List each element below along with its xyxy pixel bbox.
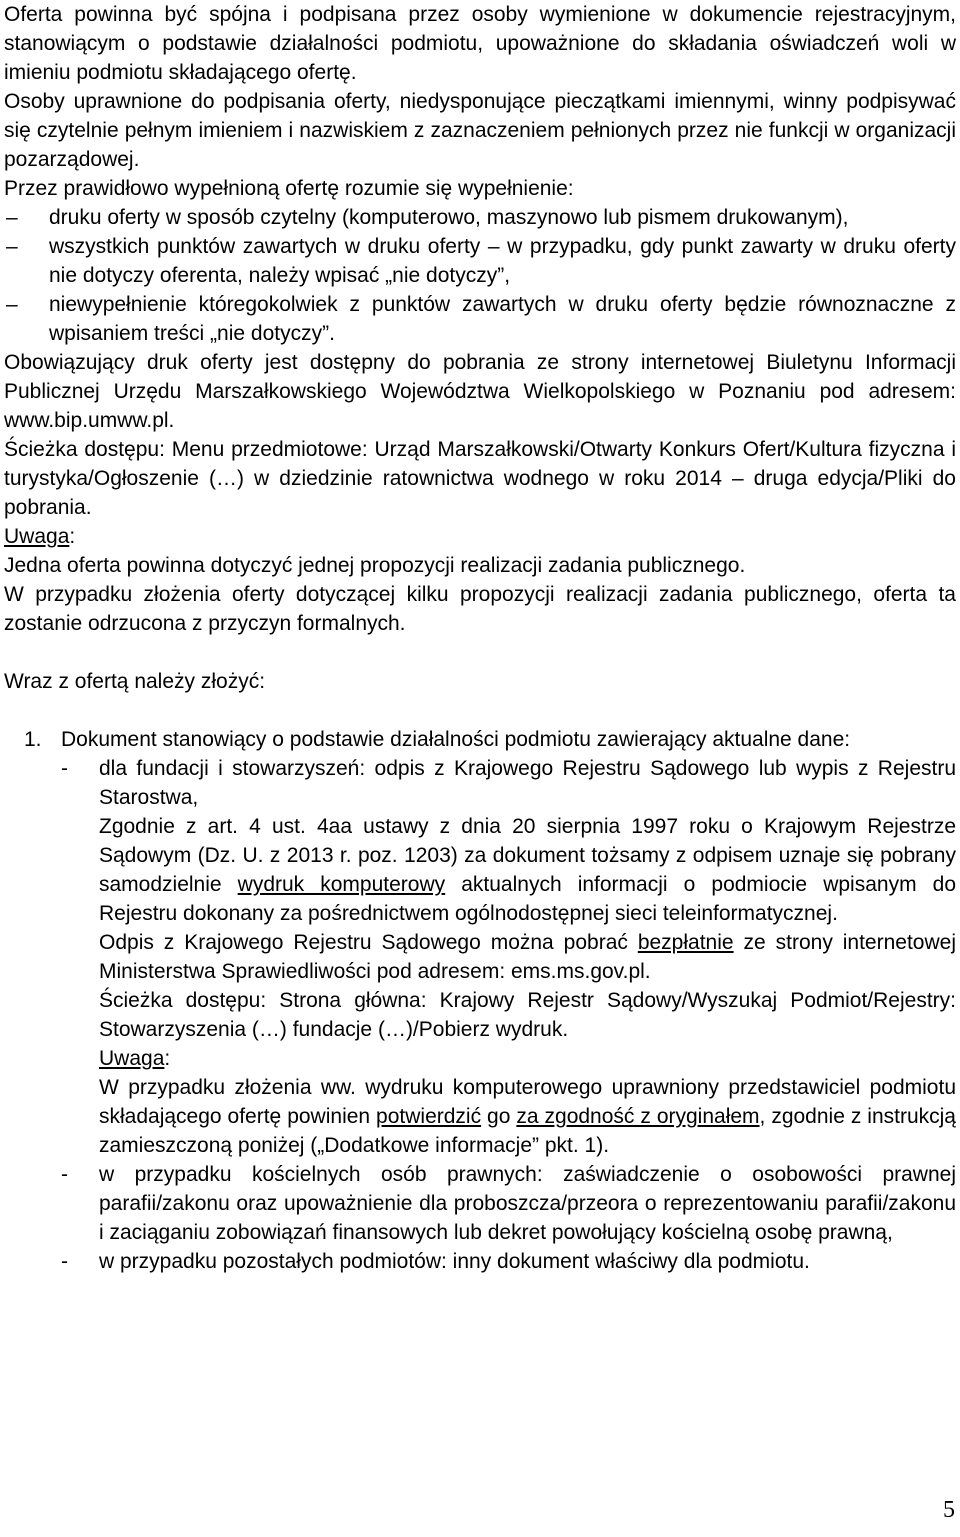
sub-item-koscielne [61,1160,956,1247]
paragraph-kilku-propozycji: W przypadku złożenia oferty dotyczącej kilku propozycji realizacji zadania publicznego, oferta ta zostanie odrzucona z przyczyn formalnych. [4,583,956,635]
text-span: W przypadku złożenia ww. wydruku komputerowego uprawniony przedstawiciel podmiotu składającego ofertę powinien [99,1076,956,1128]
text-span: go [481,1105,517,1128]
paragraph-w-przypadku-wydruku [99,1073,956,1160]
underlined-text: za zgodność z oryginałem [516,1105,760,1128]
underlined-text: wydruk komputerowy [237,873,446,896]
paragraph-sciezka-dostepu: Ścieżka dostępu: Menu przedmiotowe: Urząd Marszałkowski/Otwarty Konkurs Ofert/Kultura fizyczna i turystyka/Ogłoszenie (…) w dziedzinie ratownictwa wodnego w roku 2014 – druga edycja/Pliki do pobrania. [4,438,956,519]
uwaga-label: Uwaga [99,1047,165,1070]
document-body [4,0,956,1276]
underlined-text: bezpłatnie [637,931,734,954]
dash-bullet: – [6,235,18,258]
sub-item-body [99,754,956,1160]
paragraph-prawidlowo-wypelniona: Przez prawidłowo wypełnioną ofertę rozumie się wypełnienie: [4,177,574,200]
dash-bullet: – [6,293,18,316]
dash-bullet: – [6,206,18,229]
uwaga-heading [4,522,956,551]
sub-bullet: - [61,1163,68,1186]
dash-item-text: wszystkich punktów zawartych w druku oferty – w przypadku, gdy punkt zawarty w druku oferty nie dotyczy oferenta, należy wpisać „nie dotyczy”, [49,235,956,287]
paragraph-zgodnie [99,812,956,928]
uwaga-colon: : [164,1047,171,1070]
uwaga-label: Uwaga [4,525,70,548]
numbered-item-text: Dokument stanowiący o podstawie działalności podmiotu zawierający aktualne dane: [61,728,851,751]
dash-list-item [4,232,956,290]
paragraph-sciezka-krs: Ścieżka dostępu: Strona główna: Krajowy Rejestr Sądowy/Wyszukaj Podmiot/Rejestry: Stowarzyszenia (…) fundacje (…)/Pobierz wydruk. [99,989,956,1041]
text-span: Zgodnie z art. 4 ust. 4aa ustawy z dnia 20 sierpnia 1997 roku o Krajowym Rejestrze Sądowym (Dz. U. z 2013 r. poz. 1203) za dokument tożsamy z odpisem uznaje się pobrany samodzielnie [99,815,956,896]
paragraph-jedna-oferta: Jedna oferta powinna dotyczyć jednej propozycji realizacji zadania publicznego. [4,554,746,577]
underlined-text: potwierdzić [376,1105,482,1128]
uwaga-colon: : [69,525,76,548]
text-span: Odpis z Krajowego Rejestru Sądowego można pobrać [99,931,638,954]
paragraph-oferta-spojna: Oferta powinna być spójna i podpisana przez osoby wymienione w dokumencie rejestracyjnym, stanowiącym o podstawie działalności podmiotu, upoważnione do składania oświadczeń woli w imieniu podmiotu składającego ofertę. [4,3,956,84]
paragraph-wraz-z-oferta: Wraz z ofertą należy złożyć: [4,670,266,693]
dash-list-item [4,290,956,348]
numbered-item-1 [4,725,956,1276]
sub-item-text: dla fundacji i stowarzyszeń: odpis z Krajowego Rejestru Sądowego lub wypis z Rejestru Starostwa, [99,757,956,809]
sub-bullet: - [61,757,68,780]
sub-item-pozostale [61,1247,956,1276]
dash-item-text: niewypełnienie któregokolwiek z punktów zawartych w druku oferty będzie równoznaczne z wpisaniem treści „nie dotyczy”. [49,293,956,345]
text-span: , zgodnie z instrukcją zamieszczoną poniżej („Dodatkowe informacje” pkt. 1). [99,1105,956,1157]
item-number: 1. [24,728,42,751]
dash-list-item [4,203,956,232]
paragraph-osoby-uprawnione: Osoby uprawnione do podpisania oferty, niedysponujące pieczątkami imiennymi, winny podpisywać się czytelnie pełnym imieniem i nazwiskiem z zaznaczeniem pełnionych przez nie funkcji w organizacji pozarządowej. [4,90,956,171]
sub-item-fundacje [61,754,956,1160]
page-number: 5 [943,1497,955,1523]
dash-item-text: druku oferty w sposób czytelny (komputerowo, maszynowo lub pismem drukowanym), [49,206,849,229]
sub-item-text: w przypadku kościelnych osób prawnych: zaświadczenie o osobowości prawnej parafii/zakonu oraz upoważnienie dla proboszcza/przeora o reprezentowaniu parafii/zakonu i zaciąganiu zobowiązań finansowych lub dekret powołujący kościelną osobę prawną, [99,1163,956,1244]
sub-bullet: - [61,1250,68,1273]
blank-line [4,638,956,667]
paragraph-druk-oferty: Obowiązujący druk oferty jest dostępny do pobrania ze strony internetowej Biuletynu Informacji Publicznej Urzędu Marszałkowskiego Województwa Wielkopolskiego w Poznaniu pod adresem: www.bip.umww.pl. [4,351,956,432]
text-span: ze strony internetowej Ministerstwa Sprawiedliwości pod adresem: ems.ms.gov.pl. [99,931,956,983]
numbered-item-body [61,725,956,1276]
text-span: aktualnych informacji o podmiocie wpisanym do Rejestru dokonany za pośrednictwem ogólnodostępnej sieci teleinformatycznej. [99,873,956,925]
sub-item-text: w przypadku pozostałych podmiotów: inny dokument właściwy dla podmiotu. [99,1250,810,1273]
paragraph-odpis [99,928,956,986]
uwaga-heading [99,1044,956,1073]
